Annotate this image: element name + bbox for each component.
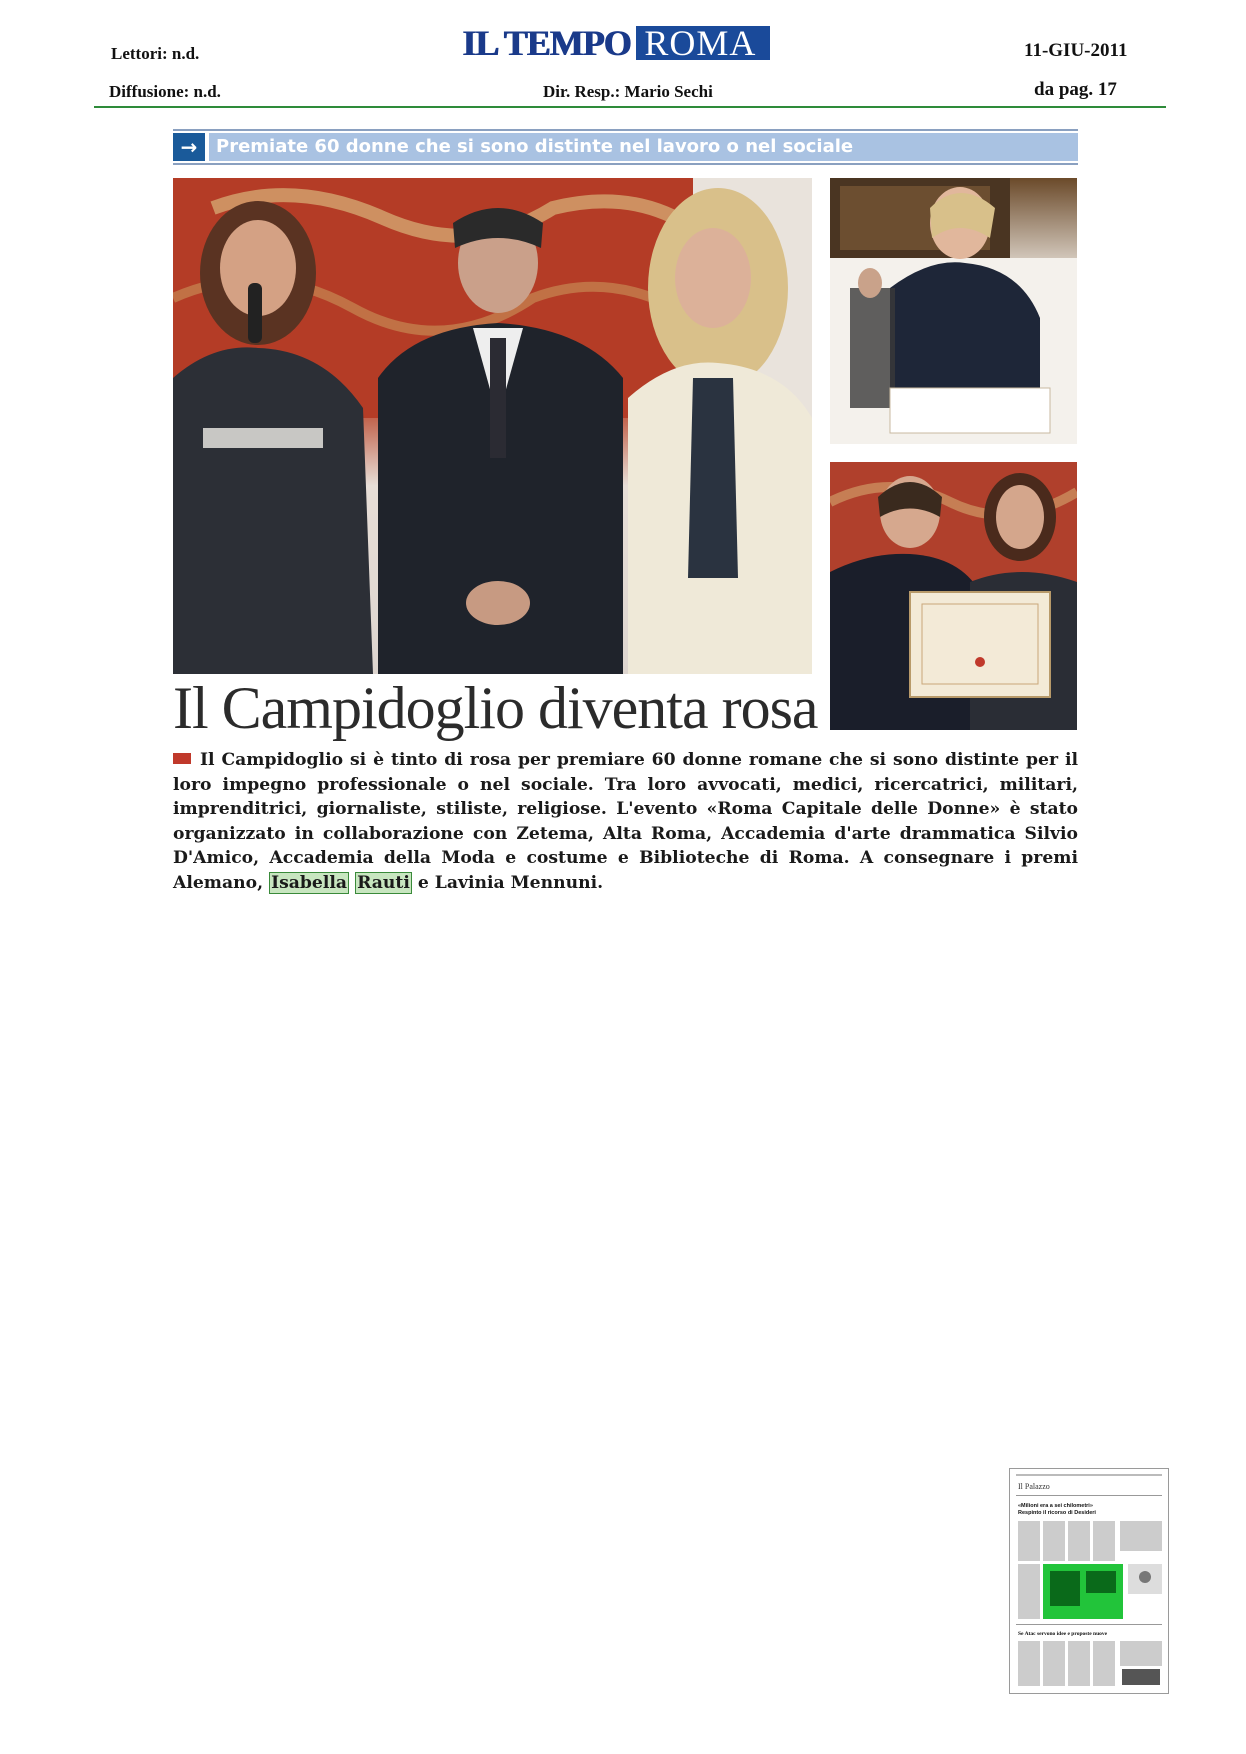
bullet-square-icon <box>173 753 191 764</box>
main-photo <box>173 178 812 674</box>
kicker-rule-bottom <box>173 163 1078 165</box>
logo-il-tempo: IL TEMPO <box>462 23 631 63</box>
highlight-lastname: Rauti <box>357 872 410 893</box>
newspaper-logo <box>462 23 770 63</box>
photo-award-illustration <box>830 462 1077 730</box>
circulation-label: Diffusione: n.d. <box>109 82 221 101</box>
article-body <box>173 748 1078 896</box>
thumb-section: Il Palazzo <box>1018 1482 1050 1491</box>
kicker <box>173 133 1078 161</box>
kicker-rule-top <box>173 129 1078 131</box>
page-ref-label: da pag. 17 <box>1034 79 1117 100</box>
arrow-right-icon: → <box>173 133 205 161</box>
svg-text:Se Atac servono idee e propost: Se Atac servono idee e proposte nuove <box>1018 1631 1108 1637</box>
article-headline: Il Campidoglio diventa rosa <box>173 675 818 741</box>
highlight-firstname: Isabella <box>271 872 348 893</box>
header-divider <box>94 106 1166 108</box>
kicker-text: Premiate 60 donne che si sono distinte nel lavoro o nel sociale <box>209 133 1078 161</box>
logo-roma: ROMA <box>636 26 770 60</box>
date-label: 11-GIU-2011 <box>1024 40 1128 61</box>
director-label: Dir. Resp.: Mario Sechi <box>543 82 713 101</box>
photo-police-illustration <box>830 178 1077 444</box>
body-text-end: e Lavinia Mennuni. <box>411 872 604 893</box>
photo-police-officer <box>830 178 1077 444</box>
photo-carabiniere-award <box>830 462 1077 730</box>
page-thumbnail[interactable] <box>1009 1468 1169 1694</box>
svg-text:«Milioni era a sei chilometri»: «Milioni era a sei chilometri» <box>1018 1503 1093 1509</box>
readers-label: Lettori: n.d. <box>111 44 200 63</box>
svg-text:Respinto il ricorso di Desider: Respinto il ricorso di Desideri <box>1018 1510 1096 1516</box>
main-photo-illustration <box>173 178 812 674</box>
body-text-main: Il Campidoglio si è tinto di rosa per premiare 60 donne romane che si sono distinte per il loro impegno professionale o nel sociale. Tra loro avvocati, medici, ricercatrici, militari, imprenditrici, giornaliste, stiliste, religiose. L'evento «Roma Capitale delle Donne» è stato organizzato in collaborazione con Zetema, Alta Roma, Accademia d'arte drammatica Silvio D'Amico, Accademia della Moda e costume e Biblioteche di Roma. A consegnare i premi Alemano, <box>173 750 1078 893</box>
thumbnail-illustration <box>1010 1469 1168 1693</box>
